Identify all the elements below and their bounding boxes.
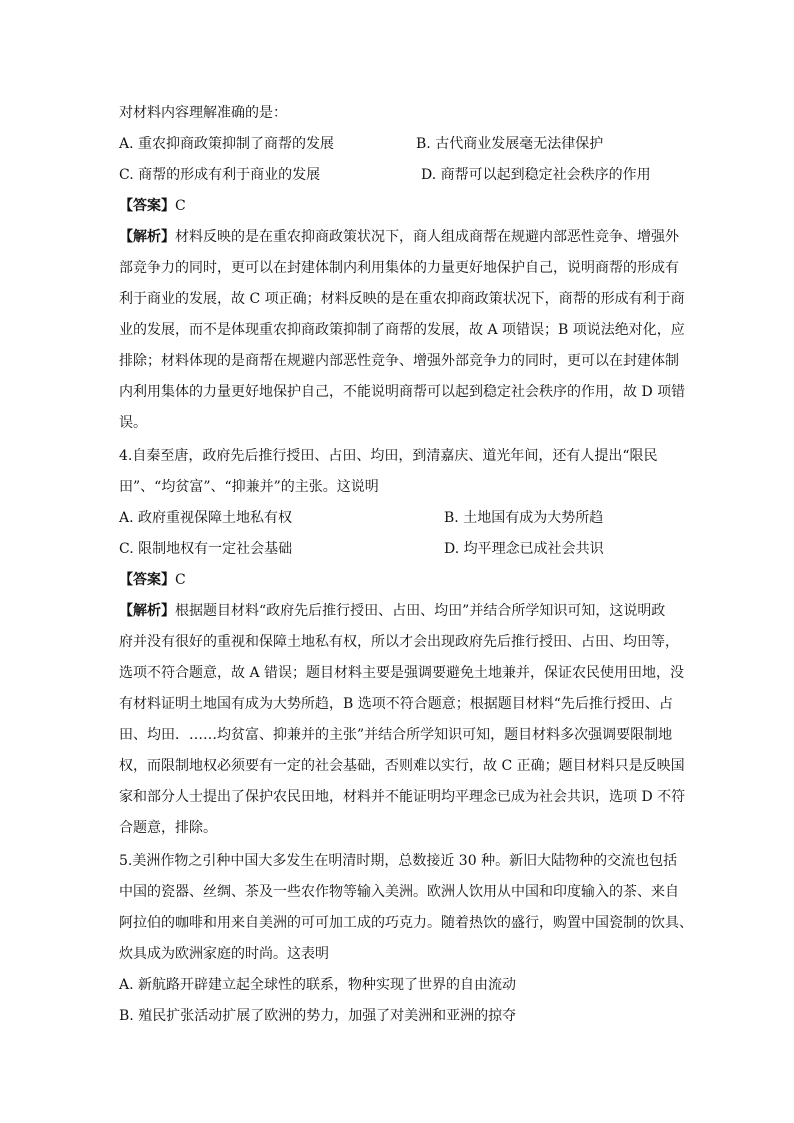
q3-option-a: A. 重农抑商政策抑制了商帮的发展 xyxy=(119,136,335,152)
q4-option-b: B. 土地国有成为大势所趋 xyxy=(444,510,604,526)
q3-analysis-line: 部竞争力的同时，更可以在封建体制内利用集体的力量更好地保护自己，说明商帮的形成有 xyxy=(119,260,679,276)
q3-analysis-line: 业的发展，而不是体现重农抑商政策抑制了商帮的发展，故 A 项错误；B 项说法绝对化，应 xyxy=(119,322,685,338)
answer-label: 【答案】 xyxy=(119,198,175,214)
q4-analysis-line: 权，而限制地权必须要有一定的社会基础，否则难以实行，故 C 正确；题目材料只是反映国 xyxy=(119,758,685,774)
analysis-text: 根据题目材料“政府先后推行授田、占田、均田”并结合所学知识可知，这说明政 xyxy=(175,603,666,619)
q5-stem-line: 中国的瓷器、丝绸、茶及一些农作物等输入美洲。欧洲人饮用从中国和印度输入的茶、来自 xyxy=(119,884,679,900)
analysis-text: 材料反映的是在重农抑商政策状况下，商人组成商帮在规避内部恶性竞争、增强外 xyxy=(175,229,679,245)
q5-option-b: B. 殖民扩张活动扩展了欧洲的势力，加强了对美洲和亚洲的掠夺 xyxy=(119,1008,517,1024)
answer-value: C xyxy=(175,198,186,214)
q4-option-d: D. 均平理念已成社会共识 xyxy=(444,541,604,557)
q3-analysis-line xyxy=(119,227,679,247)
analysis-label: 【解析】 xyxy=(119,603,175,619)
q4-option-c: C. 限制地权有一定社会基础 xyxy=(119,541,293,557)
q3-analysis-line: 误。 xyxy=(119,415,147,431)
q4-option-a: A. 政府重视保障土地私有权 xyxy=(119,510,293,526)
q4-answer xyxy=(119,570,186,590)
q5-option-a: A. 新航路开辟建立起全球性的联系，物种实现了世界的自由流动 xyxy=(119,977,517,993)
q4-analysis-line: 合题意，排除。 xyxy=(119,820,217,836)
q4-analysis-line: 家和部分人士提出了保护农民田地，材料并不能证明均平理念已成为社会共识，选项 D 不符 xyxy=(119,789,686,805)
q3-analysis-line: 内利用集体的力量更好地保护自己，不能说明商帮可以起到稳定社会秩序的作用，故 D 项错 xyxy=(119,384,686,400)
q3-analysis-line: 排除；材料体现的是商帮在规避内部恶性竞争、增强外部竞争力的同时，更可以在封建体制 xyxy=(119,353,679,369)
answer-label: 【答案】 xyxy=(119,572,175,588)
q4-analysis-line: 府并没有很好的重视和保障土地私有权，所以才会出现政府先后推行授田、占田、均田等， xyxy=(119,634,679,650)
q4-stem-line: 4.自秦至唐，政府先后推行授田、占田、均田，到清嘉庆、道光年间，还有人提出“限民 xyxy=(119,448,658,464)
q3-option-b: B. 古代商业发展毫无法律保护 xyxy=(416,136,604,152)
answer-value: C xyxy=(175,572,186,588)
q4-analysis-line: 有材料证明土地国有成为大势所趋，B 选项不符合题意；根据题目材料“先后推行授田、占 xyxy=(119,696,673,712)
q3-stem-tail: 对材料内容理解准确的是： xyxy=(119,105,287,121)
q4-analysis-line: 田、均田．……均贫富、抑兼并的主张”并结合所学知识可知，题目材料多次强调要限制地 xyxy=(119,727,673,743)
q3-analysis-line: 利于商业的发展，故 C 项正确；材料反映的是在重农抑商政策状况下，商帮的形成有利于商 xyxy=(119,291,685,307)
q5-stem-line: 阿拉伯的咖啡和用来自美洲的可可加工成的巧克力。随着热饮的盛行，购置中国瓷制的饮具、 xyxy=(119,915,693,931)
q4-analysis-line: 选项不符合题意，故 A 错误；题目材料主要是强调要避免土地兼并，保证农民使用田地，没 xyxy=(119,665,685,681)
q4-stem-line: 田”、“均贫富”、“抑兼并”的主张。这说明 xyxy=(119,479,379,495)
q3-option-c: C. 商帮的形成有利于商业的发展 xyxy=(119,167,321,183)
q5-stem-line: 5.美洲作物之引种中国大多发生在明清时期，总数接近 30 种。新旧大陆物种的交流也包括 xyxy=(119,853,678,869)
q3-answer xyxy=(119,196,186,216)
q4-analysis-line xyxy=(119,601,665,621)
q5-stem-line: 炊具成为欧洲家庭的时尚。这表明 xyxy=(119,946,329,962)
analysis-label: 【解析】 xyxy=(119,229,175,245)
q3-option-d: D. 商帮可以起到稳定社会秩序的作用 xyxy=(421,167,651,183)
